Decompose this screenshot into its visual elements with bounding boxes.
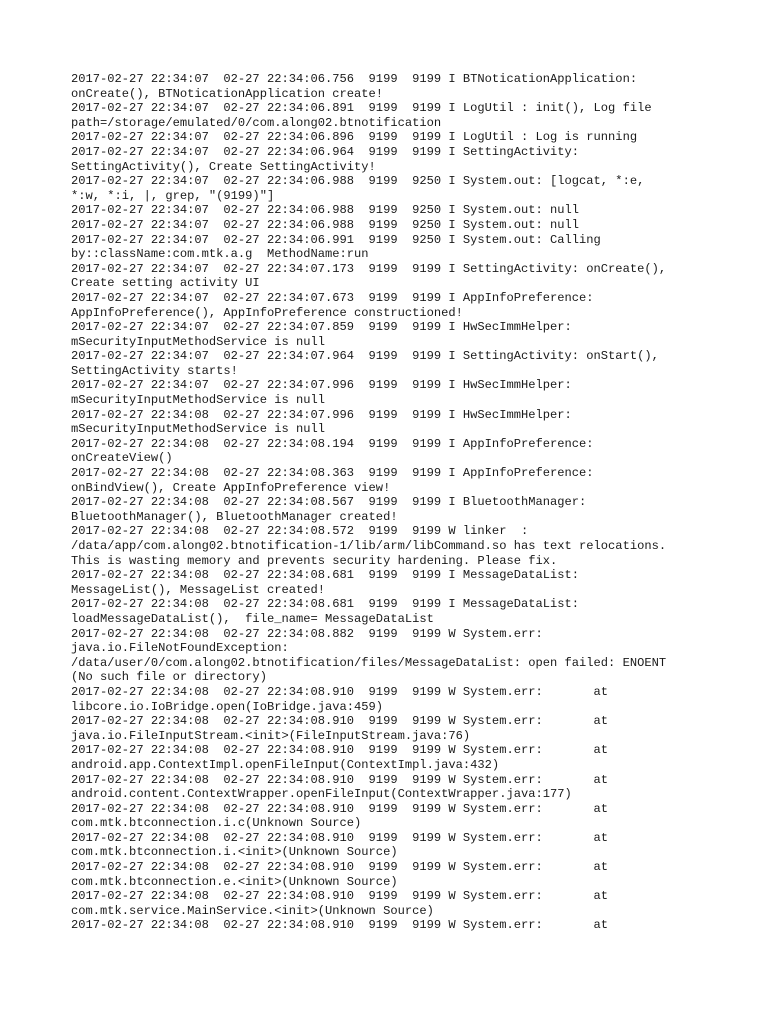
log-line: 2017-02-27 22:34:08 02-27 22:34:08.363 9199 9199 I AppInfoPreference:: [71, 466, 594, 481]
log-line: SettingActivity(), Create SettingActivity!: [71, 159, 376, 174]
log-line: 2017-02-27 22:34:07 02-27 22:34:06.991 9199 9250 I System.out: Calling: [71, 232, 601, 247]
log-line: android.content.ContextWrapper.openFileInput(ContextWrapper.java:177): [71, 787, 572, 802]
log-line: 2017-02-27 22:34:08 02-27 22:34:08.910 9199 9199 W System.err: at: [71, 801, 609, 816]
log-line: 2017-02-27 22:34:08 02-27 22:34:08.910 9199 9199 W System.err: at: [71, 830, 609, 845]
log-line: 2017-02-27 22:34:08 02-27 22:34:08.910 9199 9199 W System.err: at: [71, 772, 609, 787]
log-line: 2017-02-27 22:34:07 02-27 22:34:07.173 9199 9199 I SettingActivity: onCreate(),: [71, 261, 667, 276]
log-line: 2017-02-27 22:34:07 02-27 22:34:06.988 9199 9250 I System.out: [logcat, *:e,: [71, 174, 645, 189]
log-line: com.mtk.btconnection.i.c(Unknown Source): [71, 816, 362, 831]
log-line: (No such file or directory): [71, 670, 267, 685]
log-line: BluetoothManager(), BluetoothManager created!: [71, 509, 398, 524]
log-line: mSecurityInputMethodService is null: [71, 393, 326, 408]
log-line: onCreate(), BTNoticationApplication create!: [71, 86, 384, 101]
log-line: java.io.FileInputStream.<init>(FileInputStream.java:76): [71, 728, 471, 743]
log-line: 2017-02-27 22:34:07 02-27 22:34:07.964 9199 9199 I SettingActivity: onStart(),: [71, 349, 659, 364]
log-line: 2017-02-27 22:34:08 02-27 22:34:08.910 9199 9199 W System.err: at: [71, 889, 609, 904]
log-line: 2017-02-27 22:34:08 02-27 22:34:08.910 9199 9199 W System.err: at: [71, 684, 609, 699]
log-line: 2017-02-27 22:34:07 02-27 22:34:06.896 9199 9199 I LogUtil : Log is running: [71, 130, 638, 145]
log-line: 2017-02-27 22:34:08 02-27 22:34:08.681 9199 9199 I MessageDataList:: [71, 597, 580, 612]
log-line: com.mtk.service.MainService.<init>(Unknown Source): [71, 903, 434, 918]
log-line: Create setting activity UI: [71, 276, 260, 291]
log-line: mSecurityInputMethodService is null: [71, 334, 326, 349]
log-line: 2017-02-27 22:34:07 02-27 22:34:06.891 9199 9199 I LogUtil : init(), Log file: [71, 101, 652, 116]
log-line: com.mtk.btconnection.i.<init>(Unknown Source): [71, 845, 398, 860]
log-line: 2017-02-27 22:34:07 02-27 22:34:06.988 9199 9250 I System.out: null: [71, 217, 580, 232]
log-line: mSecurityInputMethodService is null: [71, 422, 326, 437]
log-line: 2017-02-27 22:34:07 02-27 22:34:06.988 9199 9250 I System.out: null: [71, 203, 580, 218]
log-document: [71, 72, 711, 933]
log-line: SettingActivity starts!: [71, 363, 238, 378]
log-line: 2017-02-27 22:34:08 02-27 22:34:08.567 9199 9199 I BluetoothManager:: [71, 495, 587, 510]
log-line: loadMessageDataList(), file_name= MessageDataList: [71, 611, 434, 626]
log-line: 2017-02-27 22:34:07 02-27 22:34:07.673 9199 9199 I AppInfoPreference:: [71, 290, 594, 305]
log-line: by::className:com.mtk.a.g MethodName:run: [71, 247, 369, 262]
log-line: 2017-02-27 22:34:08 02-27 22:34:08.910 9199 9199 W System.err: at: [71, 743, 609, 758]
log-line: com.mtk.btconnection.e.<init>(Unknown Source): [71, 874, 398, 889]
log-line: 2017-02-27 22:34:08 02-27 22:34:07.996 9199 9199 I HwSecImmHelper:: [71, 407, 572, 422]
log-line: This is wasting memory and prevents security hardening. Please fix.: [71, 553, 558, 568]
log-line: android.app.ContextImpl.openFileInput(ContextImpl.java:432): [71, 757, 500, 772]
log-line: 2017-02-27 22:34:08 02-27 22:34:08.194 9199 9199 I AppInfoPreference:: [71, 436, 594, 451]
log-line: 2017-02-27 22:34:07 02-27 22:34:07.859 9199 9199 I HwSecImmHelper:: [71, 320, 572, 335]
log-line: onBindView(), Create AppInfoPreference view!: [71, 480, 391, 495]
log-line: 2017-02-27 22:34:07 02-27 22:34:06.756 9199 9199 I BTNoticationApplication:: [71, 72, 638, 86]
log-line: /data/user/0/com.along02.btnotification/files/MessageDataList: open failed: ENOENT: [71, 655, 667, 670]
log-line: 2017-02-27 22:34:08 02-27 22:34:08.910 9199 9199 W System.err: at: [71, 860, 609, 875]
log-line: path=/storage/emulated/0/com.along02.btnotification: [71, 115, 442, 130]
log-line: MessageList(), MessageList created!: [71, 582, 326, 597]
log-line: libcore.io.IoBridge.open(IoBridge.java:459): [71, 699, 384, 714]
log-lines: [71, 72, 711, 933]
log-line: 2017-02-27 22:34:07 02-27 22:34:07.996 9199 9199 I HwSecImmHelper:: [71, 378, 572, 393]
log-line: 2017-02-27 22:34:08 02-27 22:34:08.572 9199 9199 W linker :: [71, 524, 529, 539]
log-line: *:w, *:i, |, grep, "(9199)"]: [71, 188, 275, 203]
log-line: /data/app/com.along02.btnotification-1/lib/arm/libCommand.so has text relocations.: [71, 539, 667, 553]
log-line: 2017-02-27 22:34:08 02-27 22:34:08.681 9199 9199 I MessageDataList:: [71, 568, 580, 583]
log-line: onCreateView(): [71, 451, 173, 466]
log-line: 2017-02-27 22:34:08 02-27 22:34:08.910 9199 9199 W System.err: at: [71, 918, 609, 933]
log-line: 2017-02-27 22:34:07 02-27 22:34:06.964 9199 9199 I SettingActivity:: [71, 144, 580, 159]
log-line: 2017-02-27 22:34:08 02-27 22:34:08.910 9199 9199 W System.err: at: [71, 714, 609, 729]
log-line: 2017-02-27 22:34:08 02-27 22:34:08.882 9199 9199 W System.err:: [71, 626, 543, 641]
log-line: AppInfoPreference(), AppInfoPreference constructioned!: [71, 305, 463, 320]
log-line: java.io.FileNotFoundException:: [71, 641, 289, 656]
